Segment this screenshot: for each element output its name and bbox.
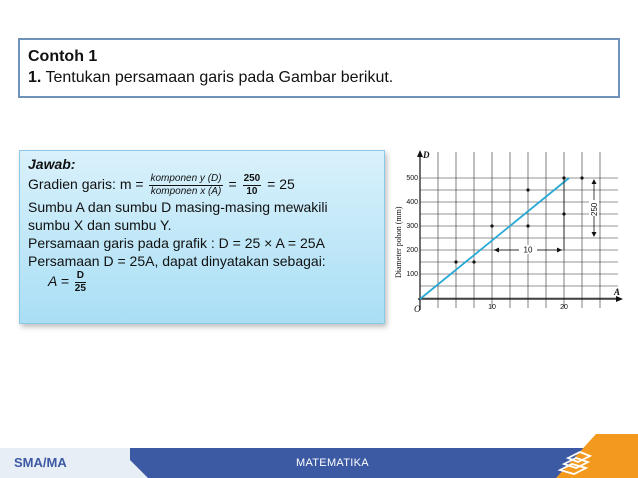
y-tick-100: 100 [406, 271, 418, 278]
value-fraction [243, 173, 262, 198]
gradient-formula [28, 173, 376, 198]
y-tick-500: 500 [406, 175, 418, 182]
final-formula [28, 270, 376, 295]
example-heading: Contoh 1 [28, 48, 98, 65]
book-stack-logo [556, 434, 638, 478]
x-axis-letter: A [614, 287, 621, 297]
answer-line-6: Persamaan D = 25A, dapat dinyatakan sebagai: [28, 253, 326, 269]
final-numerator: D [76, 270, 84, 281]
data-point [472, 260, 475, 263]
title-box [18, 38, 620, 98]
line-graph [388, 148, 624, 318]
footer-left-slant [118, 448, 148, 478]
x-tick-10: 10 [488, 304, 496, 311]
equals-sign: = [228, 176, 237, 193]
answer-box [19, 150, 385, 324]
y-axis-letter: D [423, 150, 430, 160]
run-arrow-left-icon [494, 248, 499, 253]
gradient-prefix: Gradien garis: m = [28, 176, 144, 193]
final-fraction [75, 270, 86, 295]
data-point [454, 260, 457, 263]
data-point [490, 224, 493, 227]
answer-label: Jawab: [28, 156, 76, 172]
data-point [580, 176, 583, 179]
gradient-result: = 25 [267, 176, 295, 193]
run-arrow-right-icon [557, 248, 562, 253]
question-number: 1. [28, 69, 42, 86]
rise-arrow-down-icon [592, 232, 597, 237]
answer-line-5: Persamaan garis pada grafik : D = 25 × A = 25A [28, 235, 325, 251]
y-tick-400: 400 [406, 199, 418, 206]
gradient-fraction [149, 173, 222, 198]
question-text [28, 67, 610, 88]
grid [420, 152, 621, 308]
value-denominator: 10 [246, 186, 258, 197]
subject-label: MATEMATIKA [296, 457, 369, 469]
value-numerator: 250 [243, 173, 261, 184]
level-label: SMA/MA [14, 455, 67, 470]
y-tick-300: 300 [406, 223, 418, 230]
gradient-denominator: komponen x (A) [150, 186, 222, 197]
final-denominator: 25 [74, 283, 86, 294]
x-tick-20: 20 [560, 304, 568, 311]
y-axis-title: Diameter pohon (mm) [394, 206, 403, 278]
question-body: Tentukan persamaan garis pada Gambar berikut. [45, 69, 394, 86]
rise-label: 250 [590, 202, 599, 216]
rise-arrow-up-icon [592, 179, 597, 184]
gradient-numerator: komponen y (D) [150, 173, 222, 184]
run-label: 10 [523, 245, 533, 255]
answer-line-3: Sumbu A dan sumbu D masing-masing mewakili [28, 199, 328, 215]
answer-line-4: sumbu X dan sumbu Y. [28, 217, 172, 233]
data-point [526, 188, 529, 191]
final-prefix: A = [48, 273, 69, 290]
origin-label: O [414, 304, 421, 314]
data-point [526, 224, 529, 227]
trend-line [420, 178, 569, 299]
y-tick-200: 200 [406, 247, 418, 254]
